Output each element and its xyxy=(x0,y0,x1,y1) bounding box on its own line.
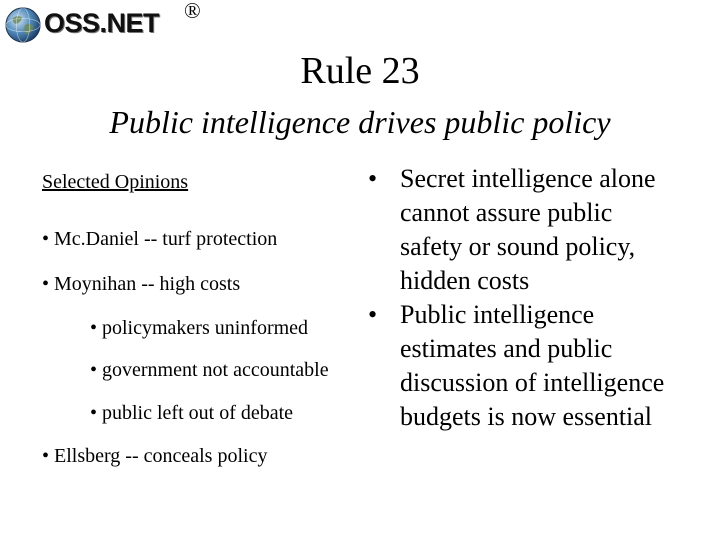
opinion-item: • Moynihan -- high costs xyxy=(42,273,241,295)
bullet: • xyxy=(368,300,378,329)
key-point xyxy=(368,298,668,434)
logo-wordmark: OSS.NET xyxy=(44,8,160,38)
bullet: • xyxy=(368,164,378,193)
oss-net-logo xyxy=(2,2,212,48)
slide-title: Rule 23 xyxy=(300,50,420,92)
opinions-heading: Selected Opinions xyxy=(42,171,189,193)
globe-icon xyxy=(4,6,42,44)
opinion-subitem: • public left out of debate xyxy=(90,402,294,424)
key-point xyxy=(368,162,668,298)
opinion-item: • Mc.Daniel -- turf protection xyxy=(42,228,278,250)
key-point-text: Secret intelligence alone cannot assure public safety or sound policy, hidden costs xyxy=(400,164,656,295)
registered-mark: ® xyxy=(184,0,201,23)
opinion-subitem: • policymakers uninformed xyxy=(90,317,309,339)
slide-subtitle: Public intelligence drives public policy xyxy=(109,104,611,140)
key-point-text: Public intelligence estimates and public discussion of intelligence budgets is now essential xyxy=(400,300,665,431)
opinion-subitem: • government not accountable xyxy=(90,359,329,381)
key-points xyxy=(368,162,668,434)
opinion-item: • Ellsberg -- conceals policy xyxy=(42,445,268,467)
